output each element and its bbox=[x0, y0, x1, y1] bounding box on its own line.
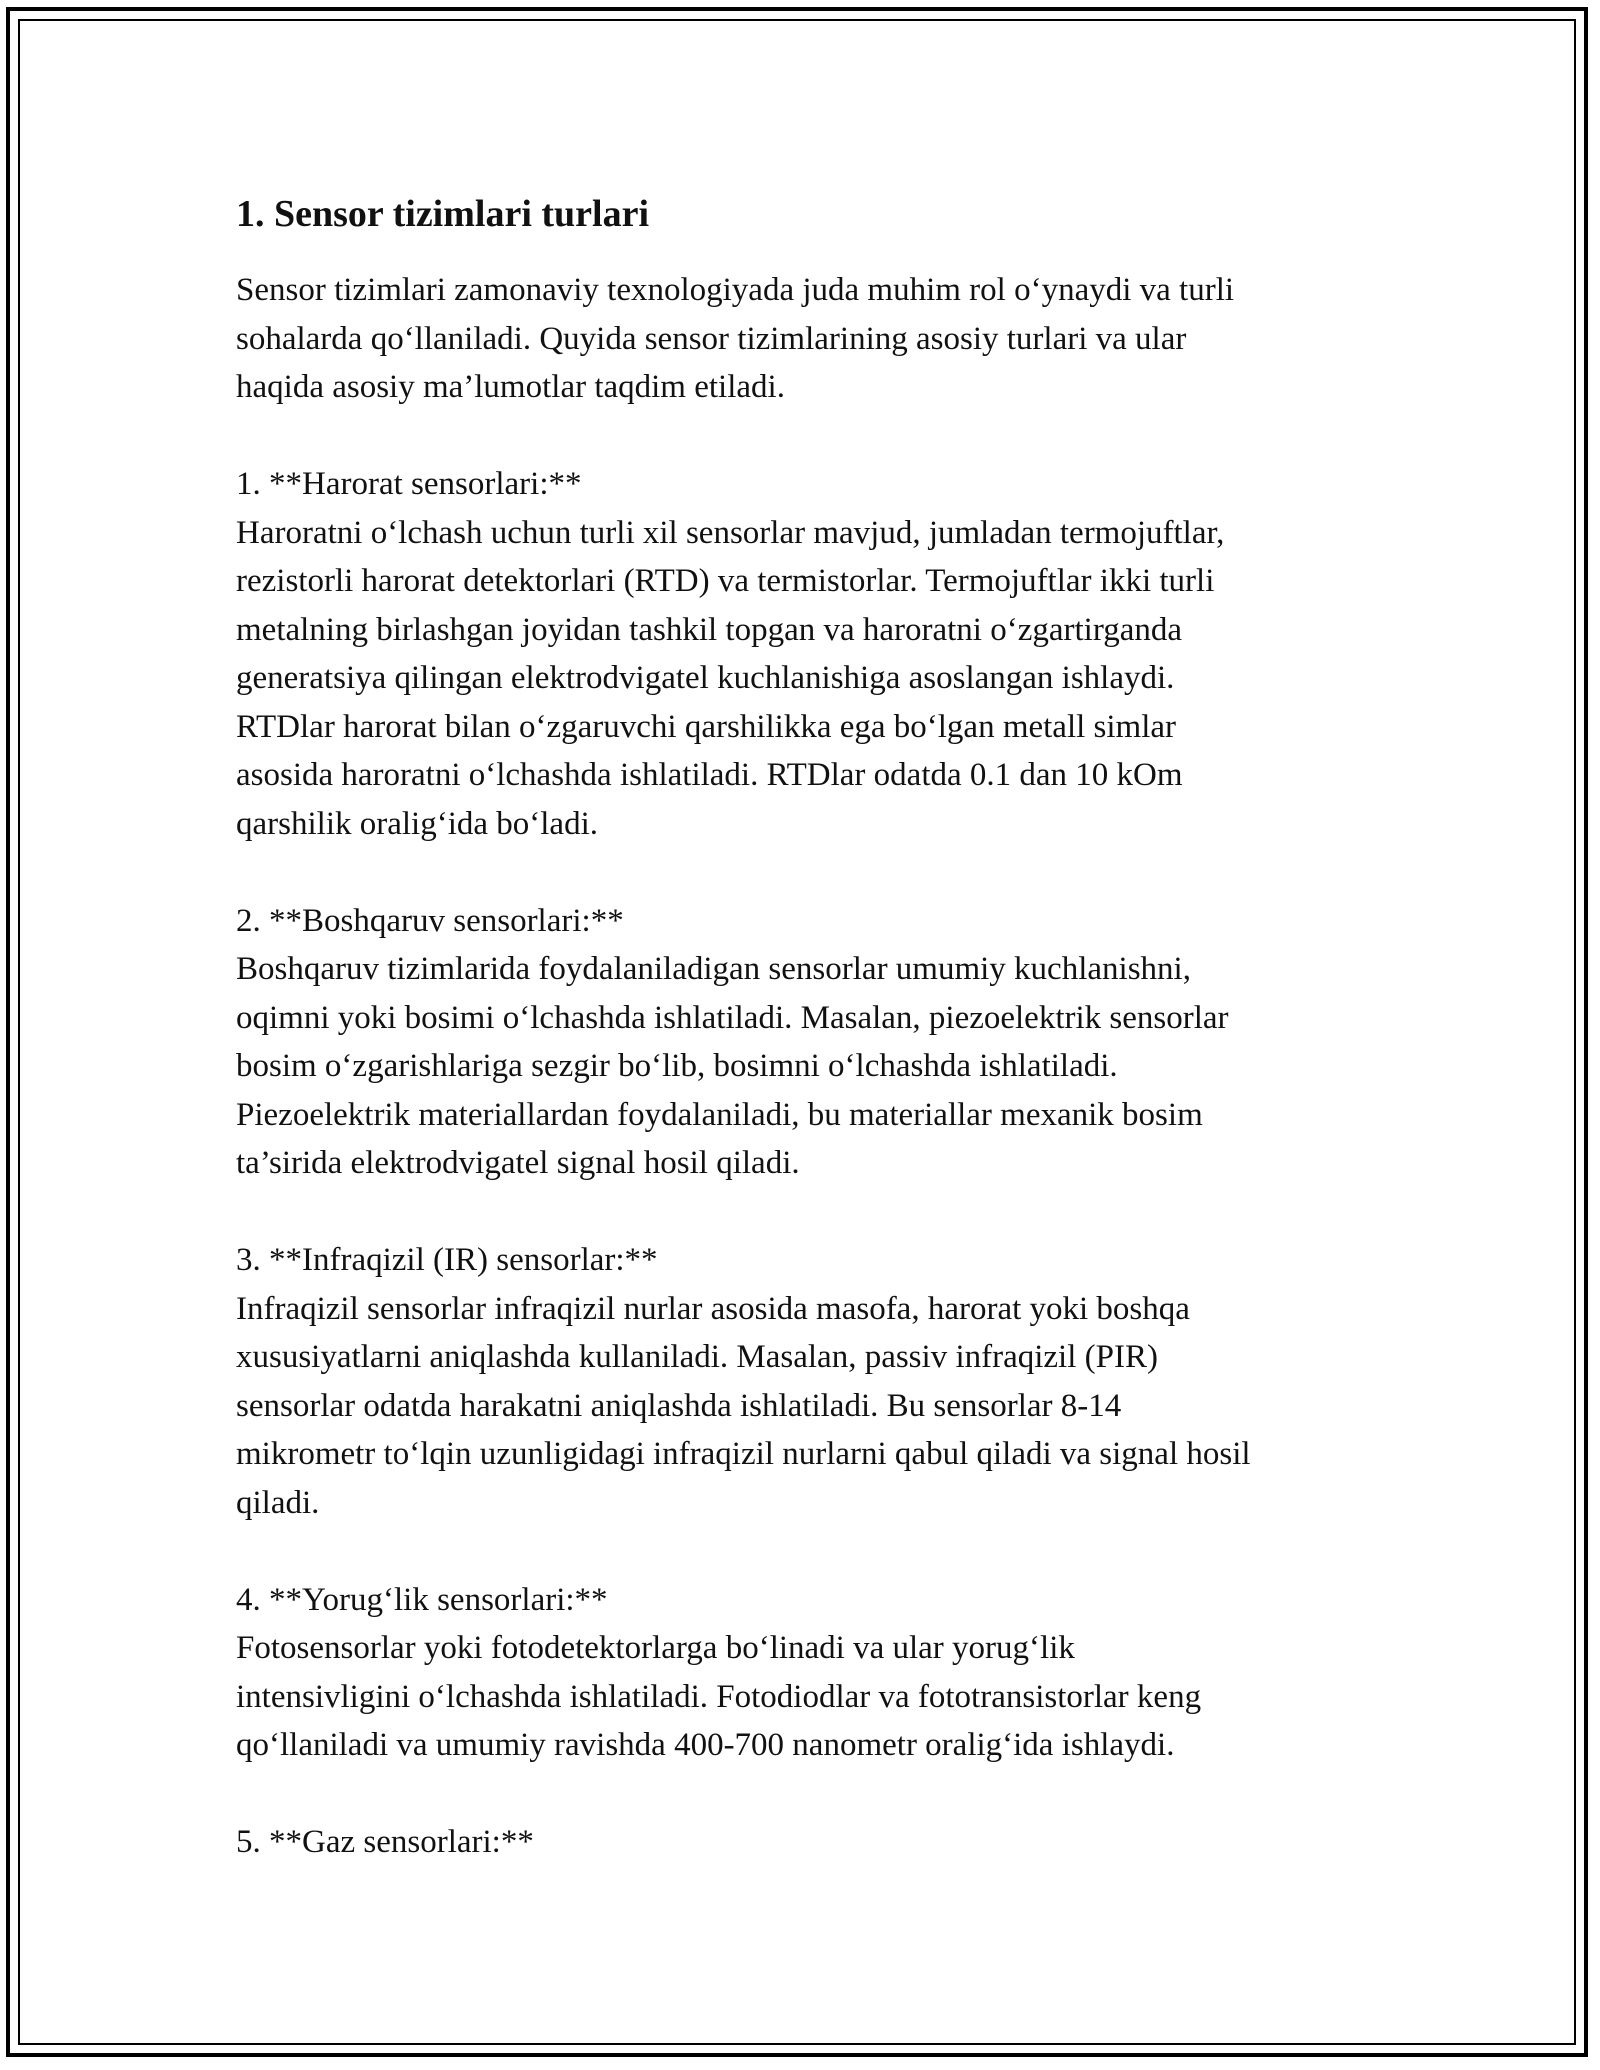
section-line: metalning birlashgan joyidan tashkil topgan va haroratni o‘zgartirganda bbox=[236, 611, 1183, 648]
section-line: bosim o‘zgarishlariga sezgir bo‘lib, bosimni o‘lchashda ishlatiladi. bbox=[236, 1048, 1118, 1084]
paragraph-gap bbox=[236, 848, 1366, 897]
section-title: 1. **Harorat sensorlari:** bbox=[236, 466, 582, 502]
section-line: mikrometr to‘lqin uzunligidagi infraqizil nurlarni qabul qiladi va signal hosil bbox=[236, 1436, 1251, 1472]
section-line: oqimni yoki bosimi o‘lchashda ishlatiladi. Masalan, piezoelektrik sensorlar bbox=[236, 999, 1229, 1036]
intro-paragraph bbox=[236, 266, 1366, 412]
document-body bbox=[236, 180, 1366, 1867]
section-title: 3. **Infraqizil (IR) sensorlar:** bbox=[236, 1242, 658, 1278]
paragraph-gap bbox=[236, 1527, 1366, 1576]
section-line: intensivligini o‘lchashda ishlatiladi. Fotodiodlar va fototransistorlar keng bbox=[236, 1678, 1202, 1715]
section-infraqizil bbox=[236, 1236, 1366, 1527]
section-line: RTDlar harorat bilan o‘zgaruvchi qarshilikka ega bo‘lgan metall simlar bbox=[236, 708, 1177, 745]
section-line: Piezoelektrik materiallardan foydalaniladi, bu materiallar mexanik bosim bbox=[236, 1096, 1203, 1133]
section-boshqaruv bbox=[236, 897, 1366, 1188]
section-gaz bbox=[236, 1818, 1366, 1867]
paragraph-gap bbox=[236, 1770, 1366, 1819]
paragraph-gap bbox=[236, 1188, 1366, 1237]
section-line: Fotosensorlar yoki fotodetektorlarga bo‘linadi va ular yorug‘lik bbox=[236, 1630, 1075, 1666]
section-line: xususiyatlarni aniqlashda kullaniladi. Masalan, passiv infraqizil (PIR) bbox=[236, 1339, 1158, 1375]
section-line: rezistorli harorat detektorlari (RTD) va termistorlar. Termojuftlar ikki turli bbox=[236, 563, 1215, 599]
intro-line: sohalarda qo‘llaniladi. Quyida sensor tizimlarining asosiy turlari va ular bbox=[236, 320, 1187, 357]
intro-line: haqida asosiy ma’lumotlar taqdim etiladi. bbox=[236, 369, 785, 405]
section-title: 2. **Boshqaruv sensorlari:** bbox=[236, 902, 624, 939]
section-line: qo‘llaniladi va umumiy ravishda 400-700 nanometr oralig‘ida ishlaydi. bbox=[236, 1727, 1175, 1763]
section-yoruglik bbox=[236, 1576, 1366, 1770]
section-line: Boshqaruv tizimlarida foydalaniladigan sensorlar umumiy kuchlanishni, bbox=[236, 951, 1191, 987]
intro-line: Sensor tizimlari zamonaviy texnologiyada juda muhim rol o‘ynaydi va turli bbox=[236, 272, 1235, 308]
paragraph-gap bbox=[236, 412, 1366, 461]
section-harorat bbox=[236, 460, 1366, 848]
section-line: Infraqizil sensorlar infraqizil nurlar asosida masofa, harorat yoki boshqa bbox=[236, 1290, 1190, 1327]
section-title: 4. **Yorug‘lik sensorlari:** bbox=[236, 1581, 608, 1618]
section-title: 5. **Gaz sensorlari:** bbox=[236, 1824, 534, 1860]
section-line: ta’sirida elektrodvigatel signal hosil qiladi. bbox=[236, 1145, 800, 1181]
section-line: generatsiya qilingan elektrodvigatel kuchlanishiga asoslangan ishlaydi. bbox=[236, 660, 1175, 696]
section-line: qarshilik oralig‘ida bo‘ladi. bbox=[236, 805, 598, 842]
section-line: qiladi. bbox=[236, 1484, 320, 1521]
document-heading: 1. Sensor tizimlari turlari bbox=[236, 193, 650, 235]
section-line: Haroratni o‘lchash uchun turli xil sensorlar mavjud, jumladan termojuftlar, bbox=[236, 514, 1225, 551]
section-line: asosida haroratni o‘lchashda ishlatiladi. RTDlar odatda 0.1 dan 10 kOm bbox=[236, 757, 1183, 793]
section-line: sensorlar odatda harakatni aniqlashda ishlatiladi. Bu sensorlar 8-14 bbox=[236, 1387, 1122, 1424]
